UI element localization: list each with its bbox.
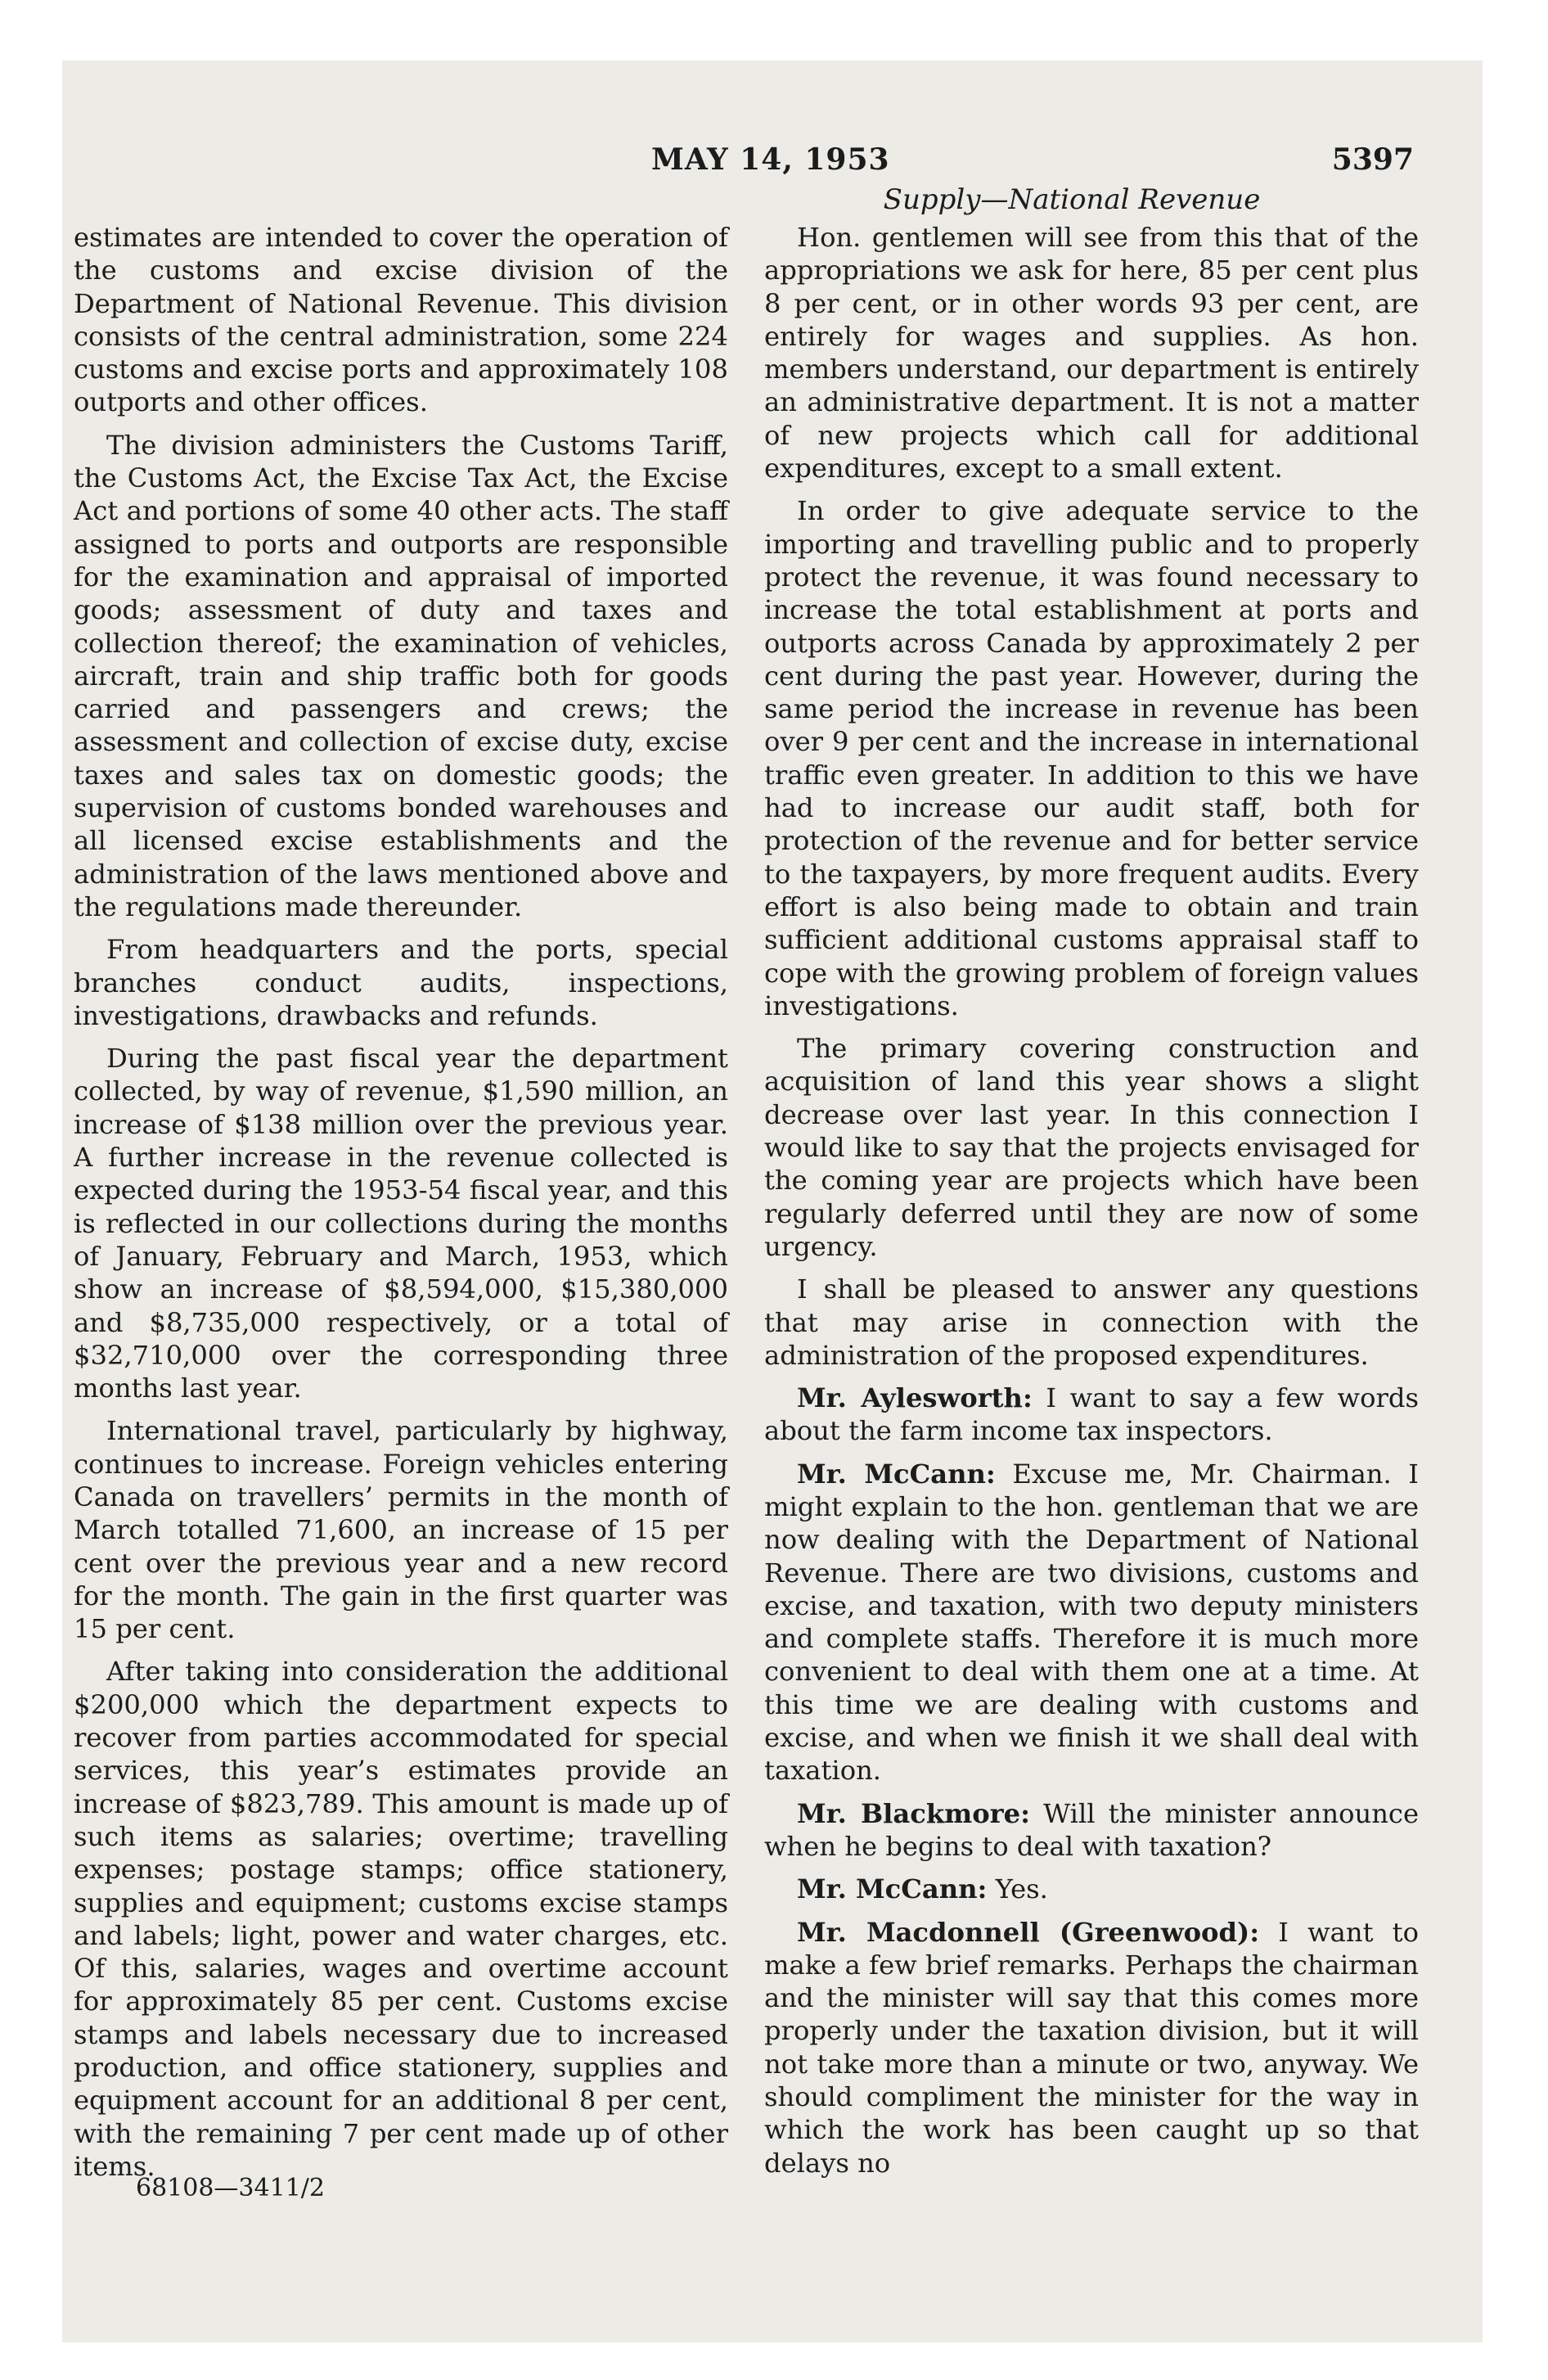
paragraph: Hon. gentlemen will see from this that of the appropriations we ask for here, 85 per cent plus 8 per cent, or in other words 93 per cent, are entirely for wages and supplies. As hon. members understand, our department is entirely an administrative department. It is not a matter of new projects which call for additional expenditures, except to a small extent. — [764, 222, 1419, 485]
speech-mccann — [764, 1458, 1419, 1787]
header-page-number: 5397 — [1331, 142, 1414, 177]
speech-text: I want to say a few words about the farm income tax inspectors. — [764, 1382, 1419, 1447]
paragraph: In order to give adequate service to the importing and travelling public and to properly protect the revenue, it was found necessary to increase the total establishment at ports and outports across Canada by approximately 2 per cent during the past year. However, during the same period the increase in revenue has been over 9 per cent and the increase in international traffic even greater. In addition to this we have had to increase our audit staff, both for protection of the revenue and for better service to the taxpayers, by more frequent audits. Every effort is also being made to obtain and train sufficient additional customs appraisal staff to cope with the growing problem of foreign values investigations. — [764, 495, 1419, 1021]
paragraph: International travel, particularly by highway, continues to increase. Foreign vehicles entering Canada on travellers’ permits in the month of March totalled 71,600, an increase of 15 per cent over the previous year and a new record for the month. The gain in the first quarter was 15 per cent. — [74, 1415, 728, 1645]
paragraph: I shall be pleased to answer any questions that may arise in connection with the administration of the proposed expenditures. — [764, 1273, 1419, 1371]
speech-text: Excuse me, Mr. Chairman. I might explain to the hon. gentleman that we are now dealing with the Department of National Revenue. There are two divisions, customs and excise, and taxation, with two deputy ministers and complete staffs. Therefore it is much more convenient to deal with them one at a time. At this time we are dealing with customs and excise, and when we finish it we shall deal with taxation. — [764, 1458, 1419, 1787]
left-column — [74, 221, 728, 2193]
paragraph: The division administers the Customs Tariff, the Customs Act, the Excise Tax Act, the Excise Act and portions of some 40 other acts. The staff assigned to ports and outports are responsible for the examination and appraisal of imported goods; assessment of duty and taxes and collection thereof; the examination of vehicles, aircraft, train and ship traffic both for goods carried and passengers and crews; the assessment and collection of excise duty, excise taxes and sales tax on domestic goods; the supervision of customs bonded warehouses and all licensed excise establishments and the administration of the laws mentioned above and the regulations made thereunder. — [74, 429, 728, 922]
speech-text: Will the minister announce when he begins to deal with taxation? — [764, 1797, 1419, 1862]
header-date: MAY 14, 1953 — [651, 142, 890, 177]
paragraph: During the past fiscal year the department collected, by way of revenue, $1,590 million, an increase of $138 million over the previous year. A further increase in the revenue collected is expected during the 1953-54 fiscal year, and this is reflected in our collections during the months of January, February and March, 1953, which show an increase of $8,594,000, $15,380,000 and $8,735,000 respectively, or a total of $32,710,000 over the corresponding three months last year. — [74, 1043, 728, 1404]
speech-macdonnell — [764, 1916, 1419, 2179]
paragraph: The primary covering construction and acquisition of land this year shows a slight decrease over last year. In this connection I would like to say that the projects envisaged for the coming year are projects which have been regularly deferred until they are now of some urgency. — [764, 1033, 1419, 1262]
speaker-name: Mr. Blackmore: — [797, 1797, 1030, 1829]
section-subtitle: Supply—National Revenue — [883, 183, 1261, 216]
footer-code: 68108—3411/2 — [136, 2174, 325, 2202]
speaker-name: Mr. Macdonnell (Greenwood): — [797, 1916, 1260, 1948]
paragraph: From headquarters and the ports, special branches conduct audits, inspections, investigations, drawbacks and refunds. — [74, 934, 728, 1031]
right-column — [764, 221, 1419, 2189]
speaker-name: Mr. Aylesworth: — [797, 1382, 1033, 1414]
paragraph: After taking into consideration the additional $200,000 which the department expects to recover from parties accommodated for special services, this year’s estimates provide an increase of $823,789. This amount is made up of such items as salaries; overtime; travelling expenses; postage stamps; office stationery, supplies and equipment; customs excise stamps and labels; light, power and water charges, etc. Of this, salaries, wages and overtime account for approximately 85 per cent. Customs excise stamps and labels necessary due to increased production, and office stationery, supplies and equipment account for an additional 8 per cent, with the remaining 7 per cent made up of other items. — [74, 1656, 728, 2182]
speaker-name: Mr. McCann: — [797, 1458, 996, 1490]
speech-mccann — [764, 1873, 1419, 1905]
speech-text: I want to make a few brief remarks. Perhaps the chairman and the minister will say that this comes more properly under the taxation division, but it will not take more than a minute or two, anyway. We should compliment the minister for the way in which the work has been caught up so that delays no — [764, 1916, 1419, 2179]
speech-aylesworth — [764, 1382, 1419, 1448]
speech-blackmore — [764, 1797, 1419, 1864]
speech-text: Yes. — [987, 1873, 1048, 1905]
document-page — [62, 61, 1483, 2342]
paragraph: estimates are intended to cover the operation of the customs and excise division of the Department of National Revenue. This division consists of the central administration, some 224 customs and excise ports and approximately 108 outports and other offices. — [74, 222, 728, 418]
speaker-name: Mr. McCann: — [797, 1873, 988, 1905]
